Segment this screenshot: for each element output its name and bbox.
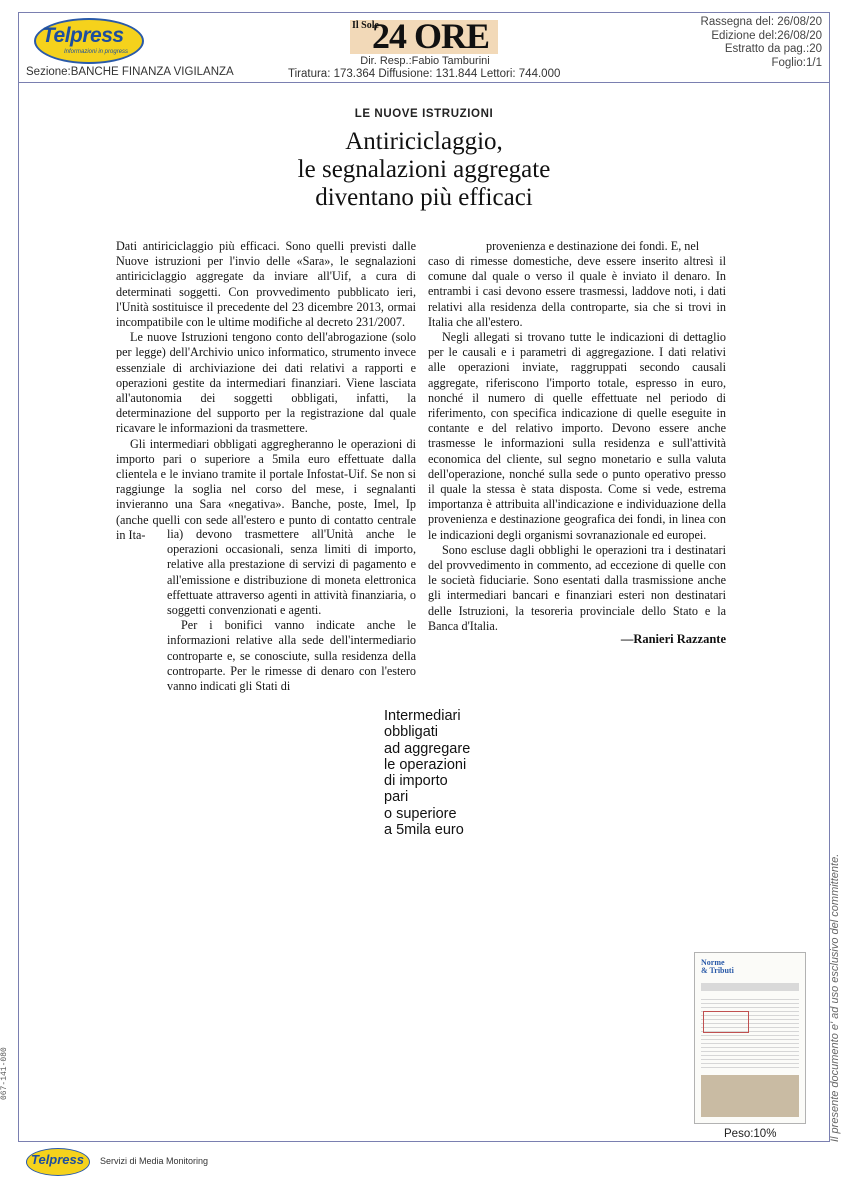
article-kicker: LE NUOVE ISTRUZIONI [354,108,494,120]
thumbnail-photo [701,1075,799,1117]
pullquote-line: Intermediari [384,708,461,724]
body-paragraph: provenienza e destinazione dei fondi. E, nel [486,239,700,253]
pullquote-line: a 5mila euro [384,822,464,839]
thumbnail-text-block [701,999,799,1069]
article-column-right [428,254,726,634]
pullquote-line: ad aggregare [384,740,471,757]
body-paragraph: Per i bonifici vanno indicate anche le informazioni relative alla sede dell'intermediario controparte e, se conosciute, sulla residenza della controparte. Per le rimesse di denaro con l'estero vanno indicati gli Stati di [167,618,416,694]
source-page: Estratto da pag.:20 [724,43,822,55]
headline-line: diventano più efficaci [315,184,533,211]
header-divider [18,82,830,83]
pullquote-line: o superiore [384,805,457,822]
section-label: Sezione:BANCHE FINANZA VIGILANZA [26,66,234,78]
body-paragraph: Le nuove Istruzioni tengono conto dell'abrogazione (solo per legge) dell'Archivio unico informatico, strumento invece essenziale di archiviazione dei dati relativi a rapporti e operazioni gestite da intermediari finanziari. Viene lasciata all'autonomia dei soggetti obbligati, infatti, la determinazione del supporto per la registrazione dal quale ricavare le informazioni da trasmettere. [116,330,416,436]
masthead-big-text: 24 ORE [372,16,490,56]
body-paragraph: Gli intermediari obbligati aggregheranno le operazioni di importo pari o superiore a 5mila euro effettuate dalla clientela e le inviano tramite il portale Infostat-Uif. Se non si raggiunge la soglia nel corso del mese, i segnalanti invieranno una Sara «negativa». Banche, poste, Imel, Ip (anche quelli con sede all'estero e punto di contatto centrale in Ita- [116,436,416,542]
page-thumbnail [694,952,806,1124]
headline-line: le segnalazioni aggregate [297,156,551,183]
article-headline [0,128,848,212]
thumbnail-title-line: Norme [701,958,725,967]
pull-quote [384,708,504,838]
sheet-number: Foglio:1/1 [771,56,822,69]
masthead-small-text: Il Sole [352,20,379,31]
page-weight: Peso:10% [724,1128,777,1140]
pullquote-line: di importo [384,773,448,790]
body-paragraph: lia) devono trasmettere all'Unità anche le operazioni occasionali, senza limiti di importo, relative alla prestazione di servizi di pagamento e all'emissione e distribuzione di moneta elettronica effettuate attraverso agenti in attività finanziaria, o soggetti convenzionati e agenti. [167,527,416,618]
pullquote-line: le operazioni [384,756,467,773]
headline-line: Antiriciclaggio, [345,128,503,155]
footer-telpress-logo [26,1148,90,1176]
circulation-line: Tiratura: 173.364 Diffusione: 131.844 Lettori: 744.000 [288,68,561,80]
thumbnail-title-line: & Tributi [701,966,734,975]
thumbnail-title [701,959,734,975]
director-line: Dir. Resp.:Fabio Tamburini [360,55,490,67]
telpress-logo [34,18,144,64]
side-document-code: 067-141-080 [0,1047,9,1100]
pullquote-line: obbligati [384,724,439,741]
article-column-left-narrow [167,527,416,694]
logo-word: Telpress [42,24,124,47]
newspaper-masthead [350,16,498,56]
thumbnail-headline-bar [701,983,799,991]
edition-meta [701,16,822,70]
thumbnail-article-highlight [703,1011,749,1033]
footer-logo-word: Telpress [31,1152,84,1167]
rassegna-date: Rassegna del: 26/08/20 [700,16,822,28]
article-column-left [116,239,416,543]
article-column-right-top [486,239,726,254]
article-byline: —Ranieri Razzante [620,632,726,646]
body-paragraph: caso di rimesse domestiche, deve essere inserito altresì il comune dal quale o verso il quale è inviato il denaro. In entrambi i casi devono essere trasmessi, laddove noti, i dati relativi alla residenza della controparte, sia che si trovi in Italia che all'estero. [428,254,726,329]
footer-service-text: Servizi di Media Monitoring [100,1156,209,1166]
pullquote-line: pari [384,789,409,806]
side-usage-notice: Il presente documento e' ad uso esclusivo del committente. [829,853,841,1142]
body-paragraph: Dati antiriciclaggio più efficaci. Sono quelli previsti dalle Nuove istruzioni per l'invio delle «Sara», le segnalazioni antiriciclaggio aggregate da inviare all'Uif, a cura di determinati soggetti. Con provvedimento pubblicato ieri, l'Unità sostituisce il precedente del 23 dicembre 2013, ormai incompatibile con le ultime modifiche al decreto 231/2007. [116,239,416,330]
edition-date: Edizione del:26/08/20 [711,29,822,42]
logo-tagline: Informazioni in progress [64,49,129,55]
body-paragraph: Sono escluse dagli obblighi le operazioni tra i destinatari del provvedimento in commento, ad eccezione di quelle con le società fiduciarie. Sono esentati dalla trasmissione anche gli intermediari bancari e finanziari esteri non destinatari delle Istruzioni, la tesoreria provinciale dello Stato e la Banca d'Italia. [428,542,726,633]
body-paragraph: Negli allegati si trovano tutte le indicazioni di dettaglio per le causali e i parametri di aggregazione. I dati relativi alle operazioni inviate, raggruppati secondo causali aggregate, riferiscono l'importo totale, espresso in euro, nonché il numero di quelle effettuate nel periodo di riferimento, con specifica indicazione di quelle eseguite in contante e del relativo importo. Devono essere anche trasmesse le informazioni sulla residenza e sull'attività economica del cliente, sul segno monetario e sulla valuta dell'operazione, nonché sulla sede o punto operativo presso il quale la stessa è stata disposta. Come si vede, estrema importanza è attribuita all'indicazione e individuazione della provenienza e destinazione geografica dei fondi, in linea con le indicazioni degli organismi sovranazionale ed europei. [428,330,726,542]
